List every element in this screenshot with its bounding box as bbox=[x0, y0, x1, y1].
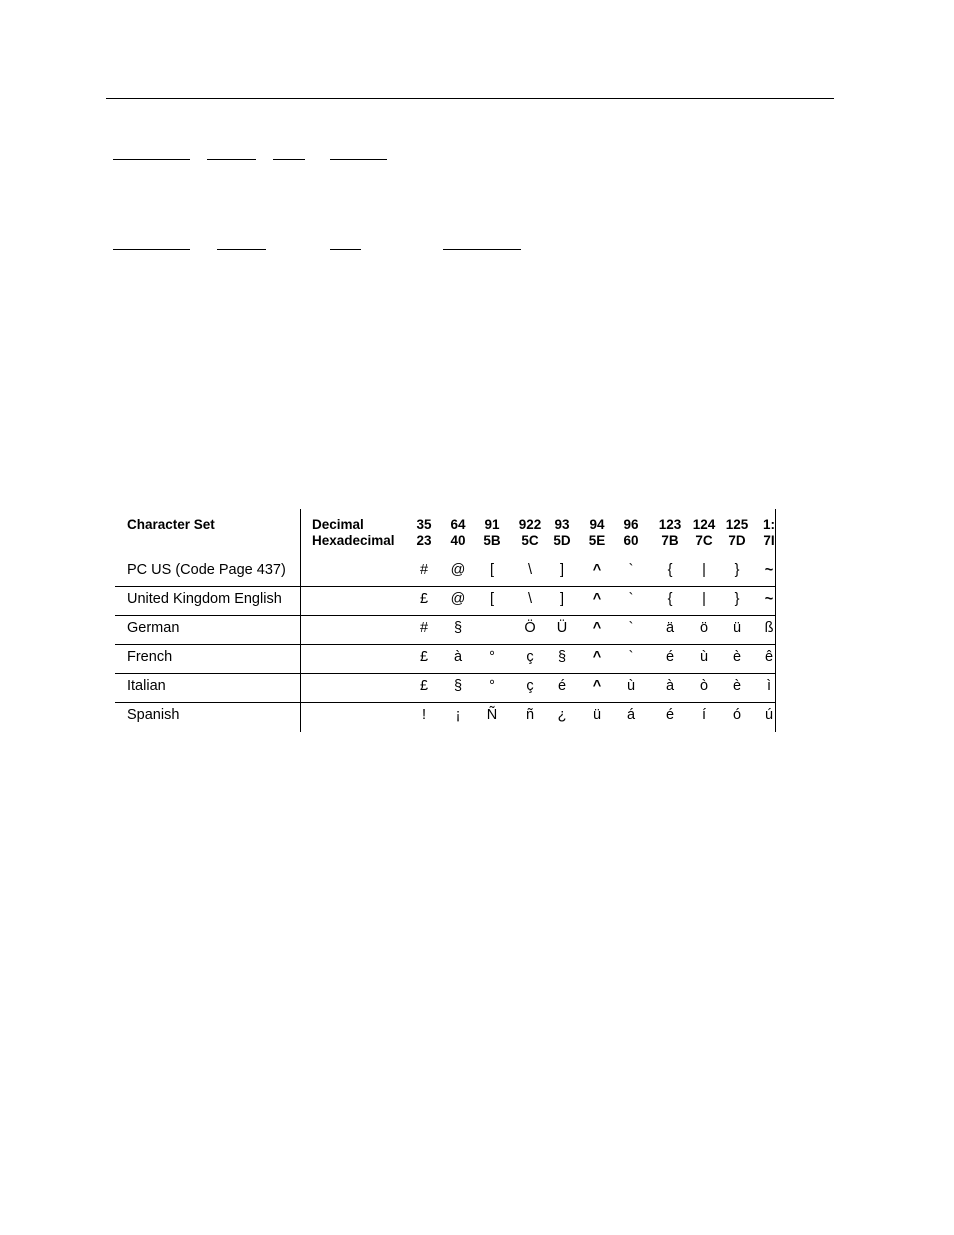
character-cell: Ñ bbox=[486, 707, 498, 723]
character-cell: ^ bbox=[592, 562, 602, 578]
blank-line bbox=[113, 159, 190, 160]
character-cell: £ bbox=[419, 678, 429, 694]
character-cell: ` bbox=[628, 562, 634, 578]
character-set-table bbox=[115, 509, 776, 732]
hex-code: 5E bbox=[588, 533, 606, 548]
character-cell: ü bbox=[732, 620, 742, 636]
character-cell: à bbox=[665, 678, 675, 694]
character-cell: ` bbox=[628, 591, 634, 607]
character-cell: é bbox=[665, 707, 675, 723]
blank-line bbox=[113, 249, 190, 250]
table-row bbox=[115, 644, 776, 674]
character-cell: ^ bbox=[592, 591, 602, 607]
decimal-code: 94 bbox=[589, 517, 605, 532]
table-row bbox=[115, 702, 776, 731]
character-cell: ó bbox=[732, 707, 742, 723]
character-cell: { bbox=[667, 562, 673, 578]
character-cell: \ bbox=[527, 591, 533, 607]
character-cell: ~ bbox=[764, 591, 774, 607]
character-cell: § bbox=[557, 649, 567, 665]
character-cell: [ bbox=[489, 562, 495, 578]
character-cell: é bbox=[557, 678, 567, 694]
character-cell: ê bbox=[764, 649, 774, 665]
character-set-name: Italian bbox=[127, 678, 166, 694]
table-row bbox=[115, 673, 776, 703]
code-column-header bbox=[475, 517, 509, 549]
decimal-code: 91 bbox=[484, 517, 500, 532]
character-cell: ù bbox=[626, 678, 636, 694]
character-cell: § bbox=[453, 620, 463, 636]
character-cell: [ bbox=[489, 591, 495, 607]
character-set-name: United Kingdom English bbox=[127, 591, 282, 607]
code-column-header bbox=[545, 517, 579, 549]
hex-code: 7I bbox=[763, 533, 775, 548]
character-cell: ° bbox=[489, 678, 495, 694]
table-row bbox=[115, 557, 776, 587]
character-cell: £ bbox=[419, 649, 429, 665]
decimal-code: 1: bbox=[762, 517, 775, 532]
blank-line bbox=[330, 249, 361, 250]
blank-line bbox=[330, 159, 387, 160]
character-cell: è bbox=[732, 649, 742, 665]
decimal-code: 93 bbox=[554, 517, 570, 532]
header-decimal: Decimal bbox=[312, 517, 364, 532]
hex-code: 60 bbox=[623, 533, 639, 548]
character-cell: | bbox=[702, 562, 706, 578]
character-cell: ] bbox=[559, 562, 565, 578]
character-cell: ü bbox=[592, 707, 602, 723]
character-cell: # bbox=[419, 620, 429, 636]
header-hexadecimal: Hexadecimal bbox=[312, 533, 395, 548]
code-column-header bbox=[653, 517, 687, 549]
character-set-name: PC US (Code Page 437) bbox=[127, 562, 286, 578]
character-cell: } bbox=[734, 591, 740, 607]
code-column-header bbox=[720, 517, 754, 549]
decimal-code: 64 bbox=[450, 517, 466, 532]
code-column-header bbox=[752, 517, 776, 549]
hex-code: 40 bbox=[450, 533, 466, 548]
character-set-name: German bbox=[127, 620, 180, 636]
character-cell: ^ bbox=[592, 678, 602, 694]
character-cell: ç bbox=[526, 649, 534, 665]
character-cell: § bbox=[453, 678, 463, 694]
character-cell: á bbox=[626, 707, 636, 723]
character-cell: ä bbox=[665, 620, 675, 636]
header-character-set: Character Set bbox=[127, 517, 215, 532]
character-cell: í bbox=[701, 707, 707, 723]
hex-code: 5C bbox=[521, 533, 539, 548]
decimal-code: 96 bbox=[623, 517, 639, 532]
decimal-code: 35 bbox=[416, 517, 432, 532]
hex-code: 5B bbox=[483, 533, 501, 548]
character-cell: ñ bbox=[525, 707, 535, 723]
character-cell: ] bbox=[559, 591, 565, 607]
character-cell: ~ bbox=[764, 562, 774, 578]
decimal-code: 124 bbox=[692, 517, 716, 532]
character-cell: Ü bbox=[556, 620, 568, 636]
character-cell: { bbox=[667, 591, 673, 607]
character-cell: ß bbox=[764, 620, 774, 636]
character-cell: ¿ bbox=[557, 707, 567, 723]
character-cell: ^ bbox=[592, 620, 602, 636]
page-header-rule bbox=[106, 98, 834, 99]
table-row bbox=[115, 615, 776, 645]
character-cell: Ö bbox=[524, 620, 536, 636]
table-row bbox=[115, 586, 776, 616]
character-cell: ` bbox=[628, 620, 634, 636]
character-cell: ¡ bbox=[455, 707, 461, 723]
code-column-header bbox=[687, 517, 721, 549]
character-cell: ` bbox=[628, 649, 634, 665]
character-cell: è bbox=[732, 678, 742, 694]
character-cell: @ bbox=[450, 562, 466, 578]
blank-line bbox=[443, 249, 521, 250]
character-cell: ò bbox=[699, 678, 709, 694]
character-cell: ! bbox=[421, 707, 427, 723]
decimal-code: 125 bbox=[725, 517, 749, 532]
character-cell: ^ bbox=[592, 649, 602, 665]
character-cell: à bbox=[453, 649, 463, 665]
code-column-header bbox=[407, 517, 441, 549]
hex-code: 7D bbox=[728, 533, 746, 548]
code-column-header bbox=[580, 517, 614, 549]
character-cell: ù bbox=[699, 649, 709, 665]
hex-code: 7C bbox=[695, 533, 713, 548]
hex-code: 5D bbox=[553, 533, 571, 548]
character-cell: # bbox=[419, 562, 429, 578]
character-cell: ú bbox=[764, 707, 774, 723]
decimal-code: 123 bbox=[658, 517, 682, 532]
character-cell: | bbox=[702, 591, 706, 607]
blank-line bbox=[217, 249, 266, 250]
hex-code: 23 bbox=[416, 533, 432, 548]
character-cell: £ bbox=[419, 591, 429, 607]
character-cell: ° bbox=[489, 649, 495, 665]
character-set-name: French bbox=[127, 649, 173, 665]
code-column-header bbox=[614, 517, 648, 549]
character-cell: @ bbox=[450, 591, 466, 607]
character-cell: } bbox=[734, 562, 740, 578]
code-column-header bbox=[513, 517, 547, 549]
blank-line bbox=[207, 159, 256, 160]
character-cell: ì bbox=[766, 678, 772, 694]
code-column-header bbox=[441, 517, 475, 549]
character-cell: ç bbox=[526, 678, 534, 694]
character-cell: é bbox=[665, 649, 675, 665]
character-cell: ö bbox=[699, 620, 709, 636]
hex-code: 7B bbox=[661, 533, 679, 548]
blank-line bbox=[273, 159, 305, 160]
character-set-name: Spanish bbox=[127, 707, 180, 723]
decimal-code: 922 bbox=[518, 517, 542, 532]
character-cell: \ bbox=[527, 562, 533, 578]
